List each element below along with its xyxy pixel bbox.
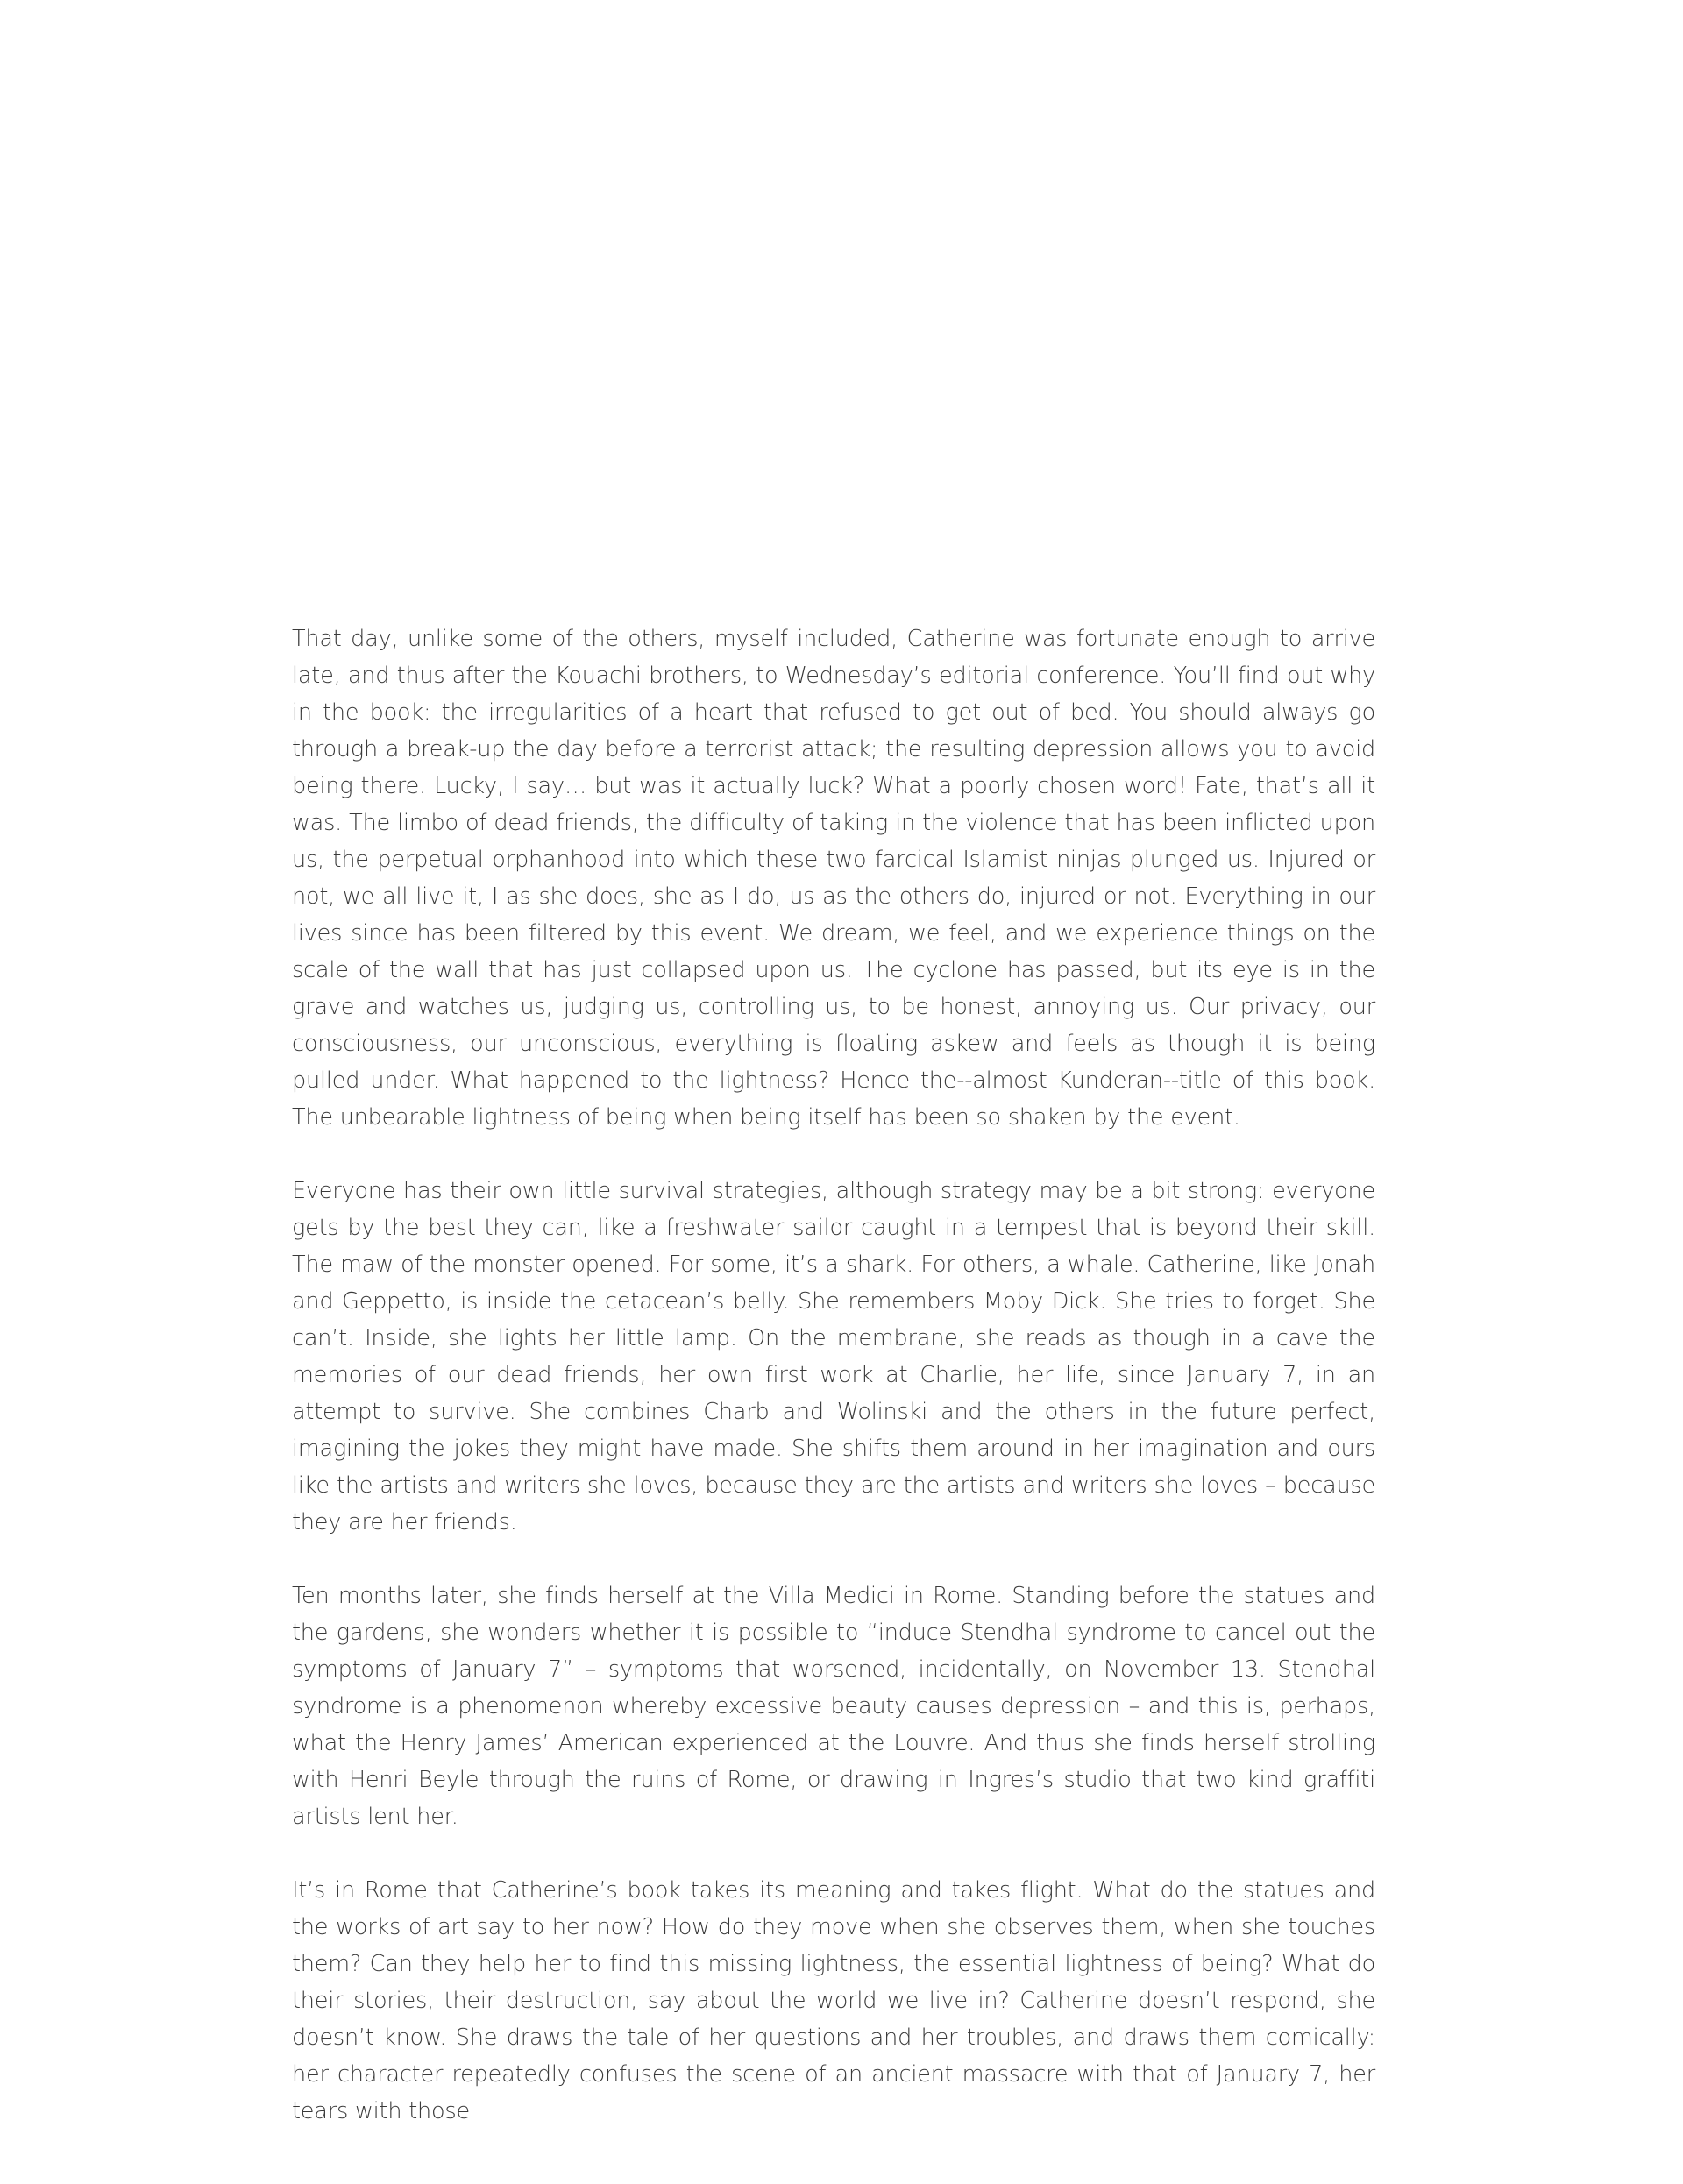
paragraph-2: Everyone has their own little survival strategies, although strategy may be a bit strong: everyone gets by the best they can, like a freshwater sailor caught in a tempest that is beyond their skill. The maw of the monster opened. For some, it’s a shark. For others, a whale. Catherine, like Jonah and Geppetto, is inside the cetacean’s belly. She remembers Moby Dick. She tries to forget. She can’t. Inside, she lights her little lamp. On the membrane, she reads as though in a cave the memories of our dead friends, her own first work at Charlie, her life, since January 7, in an attempt to survive. She combines Charb and Wolinski and the others in the future perfect, imagining the jokes they might have made. She shifts them around in her imagination and ours like the artists and writers she loves, because they are the artists and writers she loves – because they are her friends. bbox=[292, 1178, 1375, 1535]
paragraph-4: It’s in Rome that Catherine’s book takes its meaning and takes flight. What do the statues and the works of art say to her now? How do they move when she observes them, when she touches them? Can they help her to find this missing lightness, the essential lightness of being? What do their stories, their destruction, say about the world we live in? Catherine doesn’t respond, she doesn’t know. She draws the tale of her questions and her troubles, and draws them comically: her character repeatedly confuses the scene of an ancient massacre with that of January 7, her tears with those bbox=[292, 1877, 1375, 2124]
body-text bbox=[292, 620, 1375, 2130]
paragraph-1: That day, unlike some of the others, myself included, Catherine was fortunate enough to arrive late, and thus after the Kouachi brothers, to Wednesday’s editorial conference. You’ll find out why in the book: the irregularities of a heart that refused to get out of bed. You should always go through a break-up the day before a terrorist attack; the resulting depression allows you to avoid being there. Lucky, I say… but was it actually luck? What a poorly chosen word! Fate, that’s all it was. The limbo of dead friends, the difficulty of taking in the violence that has been inflicted upon us, the perpetual orphanhood into which these two farcical Islamist ninjas plunged us. Injured or not, we all live it, I as she does, she as I do, us as the others do, injured or not. Everything in our lives since has been filtered by this event. We dream, we feel, and we experience things on the scale of the wall that has just collapsed upon us. The cyclone has passed, but its eye is in the grave and watches us, judging us, controlling us, to be honest, annoying us. Our privacy, our consciousness, our unconscious, everything is floating askew and feels as though it is being pulled under. What happened to the lightness? Hence the--almost Kunderan--title of this book. The unbearable lightness of being when being itself has been so shaken by the event. bbox=[292, 626, 1375, 1131]
paragraph-3: Ten months later, she finds herself at the Villa Medici in Rome. Standing before the statues and the gardens, she wonders whether it is possible to “induce Stendhal syndrome to cancel out the symptoms of January 7” – symptoms that worsened, incidentally, on November 13. Stendhal syndrome is a phenomenon whereby excessive beauty causes depression – and this is, perhaps, what the Henry James’ American experienced at the Louvre. And thus she finds herself strolling with Henri Beyle through the ruins of Rome, or drawing in Ingres’s studio that two kind graffiti artists lent her. bbox=[292, 1583, 1375, 1830]
